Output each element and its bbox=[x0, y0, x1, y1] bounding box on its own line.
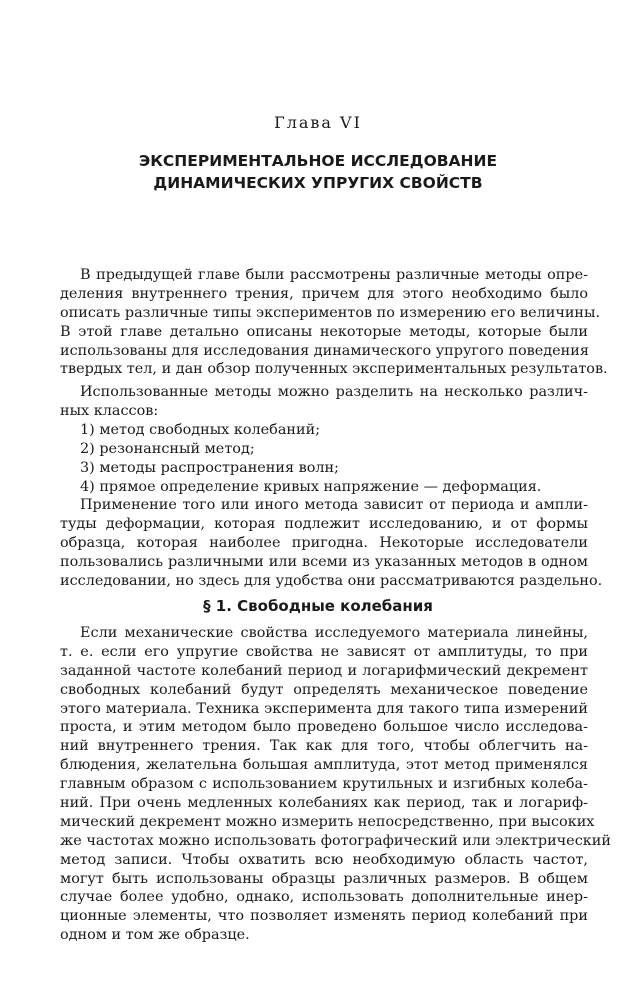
text-line: проста, и этим методом было проведено большое число исследова- bbox=[60, 719, 588, 736]
text-line: же частотах можно использовать фотографический или электрический bbox=[60, 832, 611, 849]
text-line: главным образом с использованием крутильных и изгибных колеба- bbox=[60, 776, 588, 793]
text-line: исследовании, но здесь для удобства они рассматриваются раздельно. bbox=[60, 572, 603, 589]
text-line: твердых тел, и дан обзор полученных экспериментальных результатов. bbox=[60, 361, 608, 378]
text-line: заданной частоте колебаний период и логарифмический декремент bbox=[60, 662, 588, 679]
text-line: пользовались различными или всеми из указанных методов в одном bbox=[60, 553, 588, 570]
text-line: т. е. если его упругие свойства не зависят от амплитуды, то при bbox=[60, 643, 588, 660]
text-line: блюдения, желательна большая амплитуда, этот метод применялся bbox=[60, 757, 588, 774]
chapter-title bbox=[0, 150, 636, 194]
text-line: туды деформации, которая подлежит исследованию, и от формы bbox=[60, 515, 588, 532]
text-line: использованы для исследования динамического упругого поведения bbox=[60, 342, 589, 359]
text-line: случае более удобно, однако, использовать дополнительные инер- bbox=[60, 889, 588, 906]
list-item: 4) прямое определение кривых напряжение — деформация. bbox=[80, 478, 542, 495]
methods-list bbox=[60, 421, 588, 497]
text-line: мический декремент можно измерить непосредственно, при высоких bbox=[60, 813, 595, 830]
section-heading: § 1. Свободные колебания bbox=[203, 597, 433, 615]
text-line: метод записи. Чтобы охватить всю необходимую область частот, bbox=[60, 851, 588, 868]
list-item: 2) резонансный метод; bbox=[80, 440, 255, 457]
text-line: свободных колебаний будут определять механическое поведение bbox=[60, 681, 588, 698]
intro-paragraph-2 bbox=[60, 383, 588, 421]
text-line: могут быть использованы образцы различных размеров. В общем bbox=[60, 870, 588, 887]
text-line: Если механические свойства исследуемого материала линейны, bbox=[80, 625, 588, 641]
text-line: Использованные методы можно разделить на несколько различ- bbox=[80, 384, 588, 400]
text-line: ний. При очень медленных колебаниях как период, так и логариф- bbox=[60, 795, 588, 812]
text-line: деления внутреннего трения, причем для этого необходимо было bbox=[60, 285, 588, 302]
chapter-label: Глава VI bbox=[274, 113, 362, 132]
chapter-title-line: ЭКСПЕРИМЕНТАЛЬНОЕ ИССЛЕДОВАНИЕ bbox=[138, 152, 498, 170]
text-line: ционные элементы, что позволяет изменять период колебаний при bbox=[60, 908, 588, 925]
text-line: В предыдущей главе были рассмотрены различные методы опре- bbox=[80, 267, 588, 283]
text-line: ных классов: bbox=[60, 402, 159, 419]
text-line: Применение того или иного метода зависит от периода и ампли- bbox=[80, 497, 588, 513]
list-item: 1) метод свободных колебаний; bbox=[80, 422, 321, 438]
list-item: 3) методы распространения волн; bbox=[80, 459, 339, 476]
intro-paragraph-1 bbox=[60, 266, 608, 379]
chapter-title-line: ДИНАМИЧЕСКИХ УПРУГИХ СВОЙСТВ bbox=[153, 174, 483, 192]
text-line: описать различные типы экспериментов по измерению его величины. bbox=[60, 304, 601, 321]
text-line: образца, которая наиболее пригодна. Некоторые исследователи bbox=[60, 534, 588, 551]
text-line: В этой главе детально описаны некоторые методы, которые были bbox=[60, 323, 588, 340]
text-line: этого материала. Техника эксперимента для такого типа измерений bbox=[60, 700, 588, 717]
text-line: ний внутреннего трения. Так как для того, чтобы облегчить на- bbox=[60, 738, 588, 755]
text-line: одном и том же образце. bbox=[60, 927, 250, 944]
intro-paragraph-3 bbox=[60, 496, 603, 590]
section-paragraph bbox=[60, 624, 611, 945]
